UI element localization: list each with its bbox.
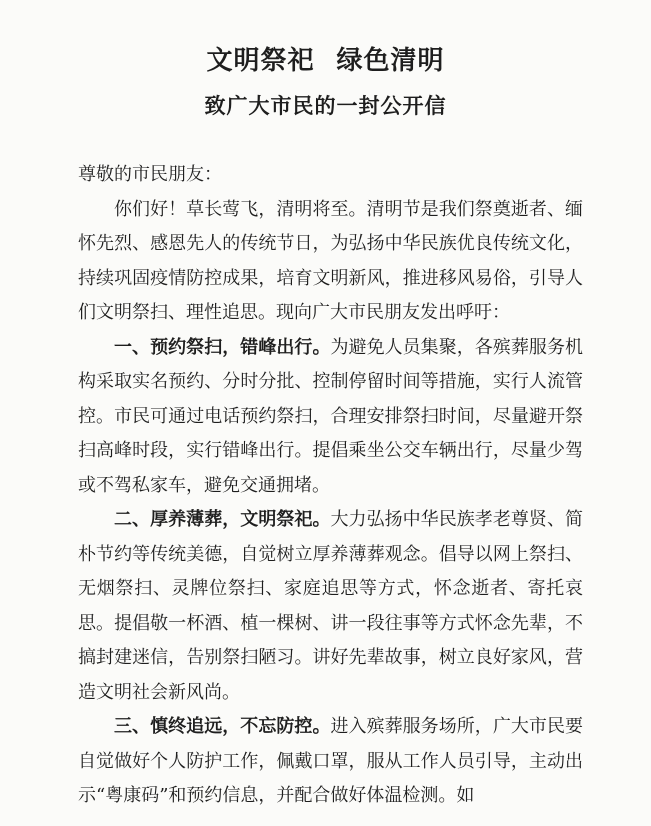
letter-body [78,158,583,814]
title-part-1: 文明祭祀 [206,46,315,76]
document-title [0,40,651,77]
section-2-heading: 二、厚养薄葬，文明祭祀。 [114,509,331,530]
salutation: 尊敬的市民朋友： [78,164,222,185]
document-subtitle: 致广大市民的一封公开信 [204,93,447,118]
section-3 [78,710,583,814]
section-1-heading: 一、预约祭扫，错峰出行。 [114,336,331,358]
intro-paragraph: 你们好！草长莺飞，清明将至。清明节是我们祭奠逝者、缅怀先烈、感恩先人的传统节日，为弘扬中华民族优良传统文化，持续巩固疫情防控成果，培育文明新风，推进移风易俗，引导人们文明祭扫、理性追思。现向广大市民朋友发出呼吁： [78,198,583,323]
section-1-text: 为避免人员集聚，各殡葬服务机构采取实名预约、分时分批、控制停留时间等措施，实行人流管控。市民可通过电话预约祭扫，合理安排祭扫时间，尽量避开祭扫高峰时段，实行错峰出行。提倡乘坐公交车辆出行，尽量少驾或不驾私家车，避免交通拥堵。 [78,336,584,496]
section-1 [78,331,583,504]
title-part-2: 绿色清明 [336,46,445,76]
section-3-text: 进入殡葬服务场所，广大市民要自觉做好个人防护工作，佩戴口罩，服从工作人员引导，主动出示“粤康码”和预约信息，并配合做好体温检测。如 [78,716,584,806]
section-3-heading: 三、慎终追远，不忘防控。 [114,716,331,737]
section-2-text: 大力弘扬中华民族孝老尊贤、简朴节约等传统美德，自觉树立厚养薄葬观念。倡导以网上祭扫、无烟祭扫、灵牌位祭扫、家庭追思等方式，怀念逝者、寄托哀思。提倡敬一杯酒、植一棵树、讲一段往事等方式怀念先辈，不搞封建迷信，告别祭扫陋习。讲好先辈故事，树立良好家风，营造文明社会新风尚。 [78,509,584,703]
section-2 [78,503,583,710]
